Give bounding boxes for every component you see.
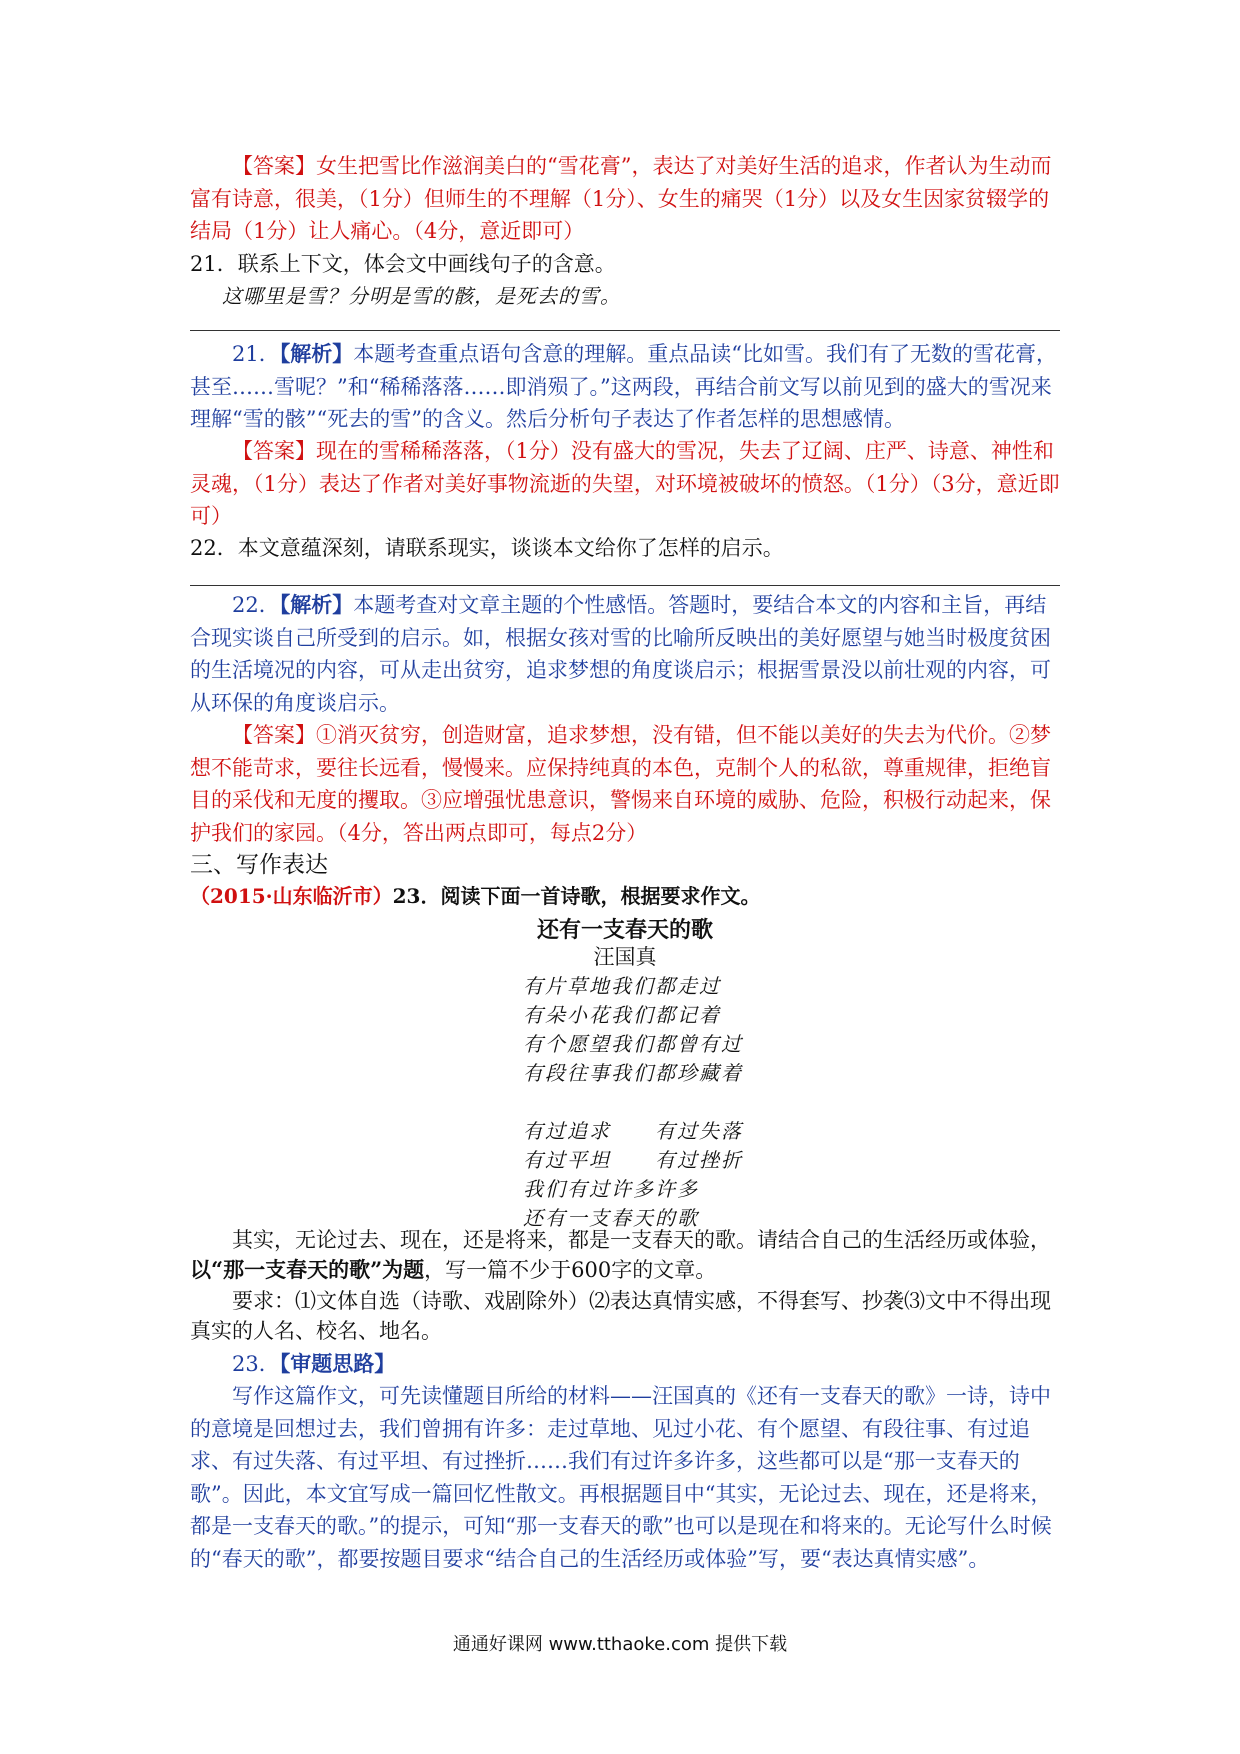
q22-answer: 【答案】①消灭贫穷，创造财富，追求梦想，没有错，但不能以美好的失去为代价。②梦想不能苛求，要往长远看，慢慢来。应保持纯真的本色，克制个人的私欲，尊重规律，拒绝盲目的采伐和无度的攫取。③应增强忧患意识，警惕来自环境的威胁、危险，积极行动起来，保护我们的家园。（4分，答出两点即可，每点2分） — [190, 723, 1051, 845]
answer-line — [190, 330, 1060, 331]
q22-analysis: 22．【解析】本题考查对文章主题的个性感悟。答题时，要结合本文的内容和主旨，再结合现实谈自己所受到的启示。如，根据女孩对雪的比喻所反映出的美好愿望与她当时极度贫困的生活境况的内容，可从走出贫穷，追求梦想的角度谈启示；根据雪景没以前壮观的内容，可从环保的角度谈启示。 — [190, 592, 1051, 715]
poem-line: 还有一支春天的歌 — [523, 1206, 699, 1230]
q23-idea-text: 写作这篇作文，可先读懂题目所给的材料——汪国真的《还有一支春天的歌》一诗，诗中的意境是回想过去，我们曾拥有许多：走过草地、见过小花、有个愿望、有段往事、有过追求、有过失落、有过平坦、有过挫折……我们有过许多许多，这些都可以是“那一支春天的歌”。因此，本文宜写成一篇回忆性散文。再根据题目中“其实，无论过去、现在，还是将来，都是一支春天的歌。”的提示，可知“那一支春天的歌”也可以是现在和将来的。无论写什么时候的“春天的歌”，都要按题目要求“结合自己的生活经历或体验”写，要“表达真情实感”。 — [190, 1384, 1052, 1571]
q22-question: 22．本文意蕴深刻，请联系现实，谈谈本文给你了怎样的启示。 — [190, 536, 784, 560]
q21-quote: 这哪里是雪？分明是雪的骸，是死去的雪。 — [222, 284, 621, 308]
poem-line: 有片草地我们都走过 — [523, 974, 721, 998]
q21-answer: 【答案】现在的雪稀稀落落，（1分）没有盛大的雪况，失去了辽阔、庄严、诗意、神性和灵魂，（1分）表达了作者对美好事物流逝的失望，对环境被破坏的愤怒。（1分）（3分，意近即可） — [190, 439, 1060, 528]
poem-line: 有段往事我们都珍藏着 — [523, 1061, 743, 1085]
poem-line: 我们有过许多许多 — [523, 1177, 699, 1201]
q23-prompt: 其实，无论过去、现在，还是将来，都是一支春天的歌。请结合自己的生活经历或体验，以“那一支春天的歌”为题，写一篇不少于600字的文章。 — [190, 1228, 1051, 1282]
section-heading: 三、写作表达 — [190, 852, 328, 878]
answer-line — [190, 585, 1060, 586]
q23-idea-heading: 23．【审题思路】 — [232, 1351, 396, 1376]
poem-title: 还有一支春天的歌 — [536, 917, 713, 943]
poem-line: 有过平坦 有过挫折 — [523, 1148, 743, 1172]
q20-answer: 【答案】女生把雪比作滋润美白的“雪花膏”，表达了对美好生活的追求，作者认为生动而富有诗意，很美，（1分）但师生的不理解（1分）、女生的痛哭（1分）以及女生因家贫辍学的结局（1分）让人痛心。（4分，意近即可） — [190, 154, 1052, 243]
poem-line: 有个愿望我们都曾有过 — [523, 1032, 743, 1056]
q23-requirements: 要求：⑴文体自选（诗歌、戏剧除外）⑵表达真情实感，不得套写、抄袭⑶文中不得出现真实的人名、校名、地名。 — [190, 1289, 1051, 1343]
poem-line: 有过追求 有过失落 — [523, 1119, 743, 1143]
q21-question: 21．联系上下文，体会文中画线句子的含意。 — [190, 252, 616, 276]
footer: 通通好课网 www.tthaoke.com 提供下载 — [452, 1634, 788, 1655]
poem-author: 汪国真 — [593, 945, 657, 969]
poem-line: 有朵小花我们都记着 — [523, 1003, 721, 1027]
q23-heading: （2015·山东临沂市）23．阅读下面一首诗歌，根据要求作文。 — [190, 884, 761, 908]
q21-analysis: 21．【解析】本题考查重点语句含意的理解。重点品读“比如雪。我们有了无数的雪花膏，甚至……雪呢？”和“稀稀落落……即消殒了。”这两段，再结合前文写以前见到的盛大的雪况来理解“雪的骸”“死去的雪”的含义。然后分析句子表达了作者怎样的思想感情。 — [190, 341, 1057, 431]
